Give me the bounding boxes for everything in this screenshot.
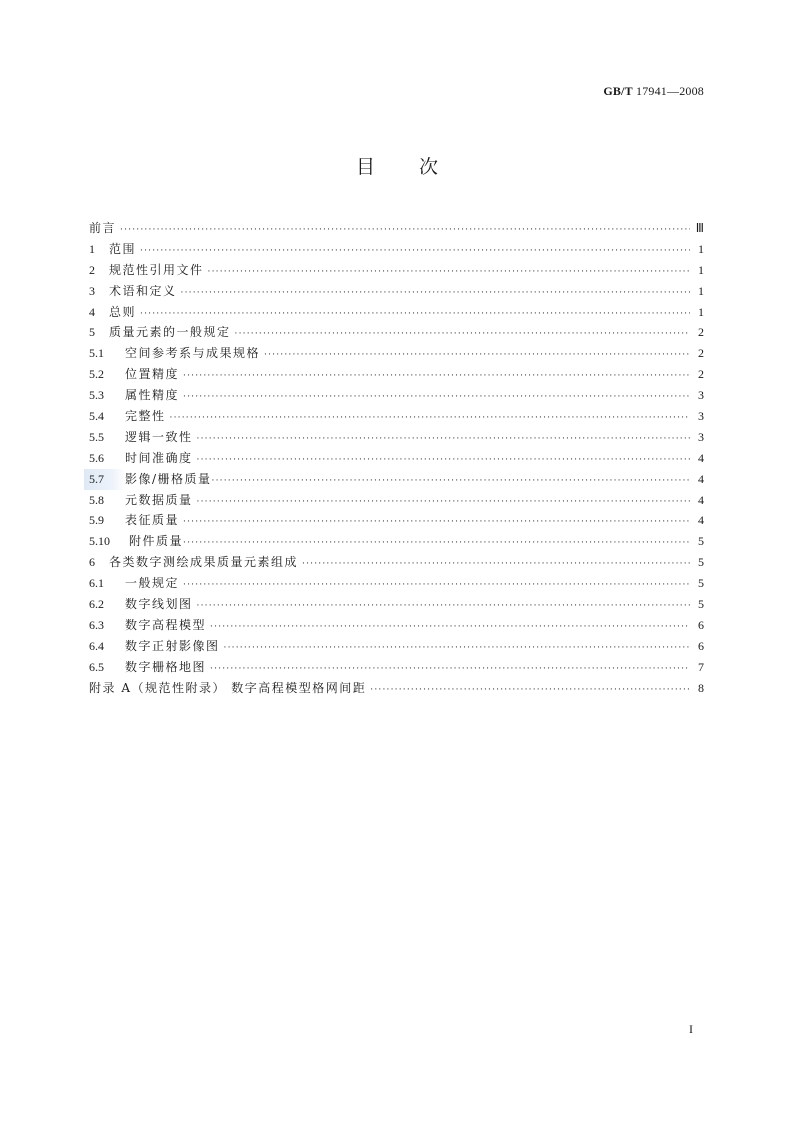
toc-label: 附录 A（规范性附录） 数字高程模型格网间距 bbox=[89, 680, 367, 695]
toc-number: 5.10 bbox=[89, 534, 110, 549]
toc-entry-5-5[interactable] bbox=[89, 427, 704, 448]
toc-label: 数字栅格地图 bbox=[125, 659, 207, 674]
toc-page: 2 bbox=[698, 367, 704, 382]
toc-leader-dots bbox=[183, 533, 690, 554]
toc-number: 1 bbox=[89, 241, 95, 256]
toc-number: 6.4 bbox=[89, 638, 104, 653]
toc-page: 1 bbox=[698, 304, 704, 319]
toc-entry-5[interactable] bbox=[89, 322, 704, 343]
toc-page: 4 bbox=[698, 492, 704, 507]
toc-page: 4 bbox=[698, 471, 704, 486]
table-of-contents bbox=[89, 218, 704, 698]
toc-number: 6.2 bbox=[89, 597, 104, 612]
toc-leader-dots bbox=[370, 680, 690, 701]
toc-label: 规范性引用文件 bbox=[109, 262, 204, 277]
toc-label: 各类数字测绘成果质量元素组成 bbox=[109, 555, 299, 570]
standard-code bbox=[603, 84, 704, 99]
title-char-2: 次 bbox=[419, 156, 439, 178]
toc-entry-5-1[interactable] bbox=[89, 343, 704, 364]
toc-number: 5.2 bbox=[89, 367, 104, 382]
toc-page: 5 bbox=[698, 576, 704, 591]
toc-entry-5-10[interactable] bbox=[89, 531, 704, 552]
toc-page: 1 bbox=[698, 241, 704, 256]
toc-page: 5 bbox=[698, 555, 704, 570]
toc-label: 总则 bbox=[109, 304, 137, 319]
toc-entry-1[interactable] bbox=[89, 239, 704, 260]
toc-entry-5-9[interactable] bbox=[89, 510, 704, 531]
toc-label: 元数据质量 bbox=[125, 492, 193, 507]
toc-entry-5-4[interactable] bbox=[89, 406, 704, 427]
toc-page: 3 bbox=[698, 409, 704, 424]
toc-label: 前言 bbox=[89, 221, 117, 235]
toc-number: 5.4 bbox=[89, 409, 104, 424]
toc-page: 6 bbox=[698, 617, 704, 632]
toc-entry-2[interactable] bbox=[89, 260, 704, 281]
toc-page: 2 bbox=[698, 346, 704, 361]
toc-label: 质量元素的一般规定 bbox=[109, 325, 231, 340]
toc-leader-dots bbox=[197, 429, 690, 450]
toc-number: 2 bbox=[89, 262, 95, 277]
standard-prefix: GB/T bbox=[603, 84, 633, 98]
toc-page: 7 bbox=[698, 659, 704, 674]
toc-label: 数字线划图 bbox=[125, 597, 193, 612]
toc-number: 5.7 bbox=[84, 469, 125, 490]
toc-page: 4 bbox=[698, 513, 704, 528]
toc-page: 5 bbox=[698, 534, 704, 549]
toc-leader-dots bbox=[212, 471, 690, 492]
toc-leader-dots bbox=[140, 304, 690, 325]
toc-number: 6.3 bbox=[89, 617, 104, 632]
toc-page: 5 bbox=[698, 597, 704, 612]
toc-leader-dots bbox=[197, 596, 690, 617]
standard-number: 17941—2008 bbox=[636, 84, 704, 98]
toc-leader-dots bbox=[183, 387, 690, 408]
toc-entry-6-2[interactable] bbox=[89, 594, 704, 615]
toc-page: 1 bbox=[698, 262, 704, 277]
toc-label: 完整性 bbox=[125, 409, 166, 424]
toc-leader-dots bbox=[170, 408, 690, 429]
toc-entry-6-4[interactable] bbox=[89, 636, 704, 657]
page-title bbox=[0, 152, 794, 179]
toc-leader-dots bbox=[224, 638, 690, 659]
toc-page: 6 bbox=[698, 638, 704, 653]
toc-number: 5.8 bbox=[89, 492, 104, 507]
toc-leader-dots bbox=[210, 617, 690, 638]
toc-label: 属性精度 bbox=[125, 388, 180, 403]
toc-label: 术语和定义 bbox=[109, 283, 177, 298]
toc-number: 6.1 bbox=[89, 576, 104, 591]
toc-label: 空间参考系与成果规格 bbox=[125, 346, 261, 361]
toc-entry-foreword[interactable] bbox=[89, 218, 704, 239]
toc-number: 6.5 bbox=[89, 659, 104, 674]
toc-leader-dots bbox=[208, 262, 690, 283]
toc-entry-5-8[interactable] bbox=[89, 490, 704, 511]
toc-label: 数字正射影像图 bbox=[125, 638, 220, 653]
toc-page: 3 bbox=[698, 429, 704, 444]
toc-entry-6-5[interactable] bbox=[89, 657, 704, 678]
toc-entry-3[interactable] bbox=[89, 281, 704, 302]
toc-entry-5-3[interactable] bbox=[89, 385, 704, 406]
toc-page: 8 bbox=[698, 680, 704, 695]
toc-label: 逻辑一致性 bbox=[125, 429, 193, 444]
toc-number: 5 bbox=[89, 325, 95, 340]
toc-leader-dots bbox=[302, 554, 690, 575]
toc-number: 5.9 bbox=[89, 513, 104, 528]
toc-entry-5-6[interactable] bbox=[89, 448, 704, 469]
toc-entry-6[interactable] bbox=[89, 552, 704, 573]
toc-entry-5-7[interactable] bbox=[89, 469, 704, 490]
toc-leader-dots bbox=[181, 283, 690, 304]
toc-page: 1 bbox=[698, 283, 704, 298]
toc-entry-appendix-a[interactable] bbox=[89, 678, 704, 699]
toc-leader-dots bbox=[210, 659, 690, 680]
toc-leader-dots bbox=[140, 241, 690, 262]
toc-number: 5.6 bbox=[89, 450, 104, 465]
toc-label: 范围 bbox=[109, 241, 137, 256]
toc-label: 时间准确度 bbox=[125, 450, 193, 465]
toc-number: 3 bbox=[89, 283, 95, 298]
toc-leader-dots bbox=[183, 366, 690, 387]
toc-leader-dots bbox=[183, 512, 690, 533]
toc-page: 3 bbox=[698, 388, 704, 403]
toc-number: 6 bbox=[89, 555, 95, 570]
toc-label: 数字高程模型 bbox=[125, 617, 207, 632]
toc-entry-5-2[interactable] bbox=[89, 364, 704, 385]
toc-number: 5.1 bbox=[89, 346, 104, 361]
toc-label: 一般规定 bbox=[125, 576, 180, 591]
toc-entry-6-3[interactable] bbox=[89, 615, 704, 636]
toc-page: 2 bbox=[698, 325, 704, 340]
toc-leader-dots bbox=[183, 575, 690, 596]
toc-label: 附件质量 bbox=[129, 534, 184, 549]
toc-leader-dots bbox=[235, 324, 690, 345]
toc-leader-dots bbox=[120, 220, 690, 241]
toc-entry-6-1[interactable] bbox=[89, 573, 704, 594]
toc-page: 4 bbox=[698, 450, 704, 465]
toc-label: 位置精度 bbox=[125, 367, 180, 382]
toc-page: Ⅲ bbox=[695, 221, 704, 235]
toc-entry-4[interactable] bbox=[89, 302, 704, 323]
toc-number: 5.5 bbox=[89, 429, 104, 444]
page-number: I bbox=[689, 1022, 693, 1036]
title-char-1: 目 bbox=[355, 156, 375, 178]
toc-leader-dots bbox=[197, 492, 690, 513]
toc-leader-dots bbox=[264, 345, 690, 366]
toc-number: 4 bbox=[89, 304, 95, 319]
toc-leader-dots bbox=[197, 450, 690, 471]
toc-number: 5.3 bbox=[89, 388, 104, 403]
toc-label: 表征质量 bbox=[125, 513, 180, 528]
toc-label: 影像/栅格质量 bbox=[125, 471, 212, 486]
